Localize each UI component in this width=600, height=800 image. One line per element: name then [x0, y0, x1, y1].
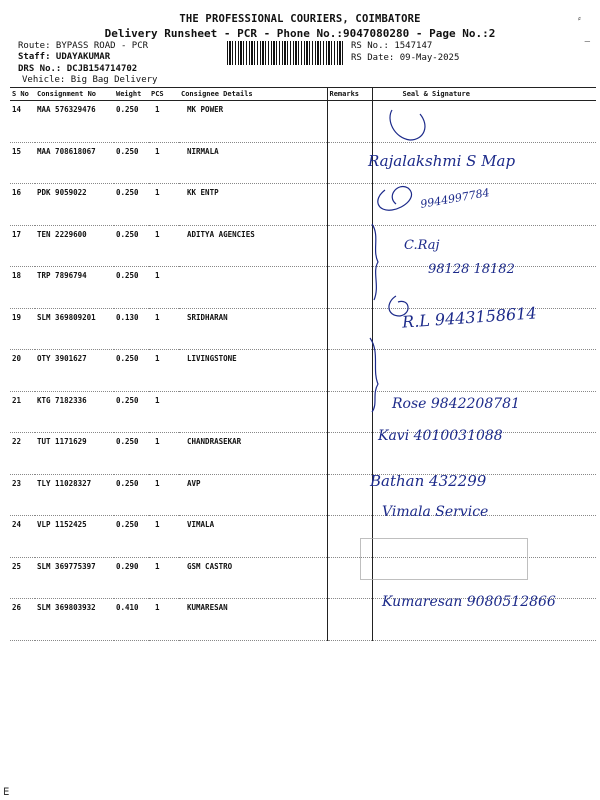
cell-consignment: OTY 3901627 — [35, 350, 114, 392]
cell-weight: 0.250 — [114, 184, 149, 226]
col-remarks: Remarks — [327, 88, 372, 101]
cell-weight: 0.410 — [114, 599, 149, 641]
cell-weight: 0.250 — [114, 516, 149, 558]
sig-kkentp-phone: 9944997784 — [419, 186, 491, 211]
barcode — [227, 41, 343, 65]
cell-pcs: 1 — [149, 184, 179, 226]
cell-consignee — [179, 391, 327, 433]
cell-consignment: TLY 11028327 — [35, 474, 114, 516]
cell-weight: 0.250 — [114, 391, 149, 433]
cell-weight: 0.130 — [114, 308, 149, 350]
sig-aditya-phone: 98128 18182 — [428, 262, 515, 277]
cell-consignee: KK ENTP — [179, 184, 327, 226]
cell-sno: 22 — [10, 433, 35, 475]
rs-date-text: RS Date: 09-May-2025 — [351, 53, 460, 63]
cell-remarks — [327, 267, 372, 309]
vehicle-text: Vehicle: Big Bag Delivery — [22, 75, 158, 85]
cell-remarks — [327, 184, 372, 226]
cell-sno: 25 — [10, 557, 35, 599]
table-row — [10, 433, 596, 475]
cell-pcs: 1 — [149, 433, 179, 475]
company-stamp — [360, 538, 528, 582]
cell-pcs: 1 — [149, 101, 179, 143]
col-consignee: Consignee Details — [179, 88, 327, 101]
cell-consignee: NIRMALA — [179, 142, 327, 184]
cell-consignee: AVP — [179, 474, 327, 516]
cell-weight: 0.250 — [114, 350, 149, 392]
cell-consignment: TRP 7896794 — [35, 267, 114, 309]
cell-pcs: 1 — [149, 557, 179, 599]
cell-remarks — [327, 474, 372, 516]
cell-remarks — [327, 391, 372, 433]
cell-weight: 0.250 — [114, 433, 149, 475]
cell-pcs: 1 — [149, 225, 179, 267]
cell-remarks — [327, 225, 372, 267]
cell-remarks — [327, 101, 372, 143]
cell-remarks — [327, 599, 372, 641]
cell-signature — [372, 267, 596, 309]
cell-consignee: KUMARESAN — [179, 599, 327, 641]
cell-signature — [372, 599, 596, 641]
cell-weight: 0.250 — [114, 267, 149, 309]
cell-sno: 14 — [10, 101, 35, 143]
cell-consignment: MAA 576329476 — [35, 101, 114, 143]
cell-signature — [372, 184, 596, 226]
corner-scribble-icon: ⸗ — [576, 14, 582, 24]
cell-consignee — [179, 267, 327, 309]
sig-chandrasekar: Kavi 4010031088 — [378, 428, 503, 444]
cell-sno: 26 — [10, 599, 35, 641]
sig-sridharan: R.L 9443158614 — [401, 303, 538, 332]
cell-remarks — [327, 433, 372, 475]
cell-consignment: KTG 7182336 — [35, 391, 114, 433]
company-title: THE PROFESSIONAL COURIERS, COIMBATORE — [179, 13, 421, 25]
cell-signature — [372, 101, 596, 143]
cell-remarks — [327, 142, 372, 184]
staff-text: Staff: UDAYAKUMAR — [18, 52, 111, 62]
cell-signature — [372, 350, 596, 392]
table-row — [10, 599, 596, 641]
table-row — [10, 267, 596, 309]
cell-consignee: MK POWER — [179, 101, 327, 143]
cell-consignment: MAA 708618067 — [35, 142, 114, 184]
cell-signature — [372, 433, 596, 475]
cell-consignee: VIMALA — [179, 516, 327, 558]
cell-sno: 15 — [10, 142, 35, 184]
cell-pcs: 1 — [149, 516, 179, 558]
cell-consignment: SLM 369803932 — [35, 599, 114, 641]
cell-consignment: TUT 1171629 — [35, 433, 114, 475]
table-row — [10, 474, 596, 516]
cell-weight: 0.250 — [114, 142, 149, 184]
cell-pcs: 1 — [149, 599, 179, 641]
cell-signature — [372, 474, 596, 516]
cell-sno: 17 — [10, 225, 35, 267]
table-row — [10, 350, 596, 392]
cell-sno: 20 — [10, 350, 35, 392]
cell-signature — [372, 142, 596, 184]
cell-pcs: 1 — [149, 391, 179, 433]
cell-weight: 0.250 — [114, 225, 149, 267]
cell-remarks — [327, 350, 372, 392]
corner-dash-icon: — — [584, 37, 590, 47]
cell-pcs: 1 — [149, 142, 179, 184]
sig-kumar-phone: Rose 9842208781 — [392, 396, 520, 412]
cell-sno: 16 — [10, 184, 35, 226]
bottom-corner-mark: ⴹ — [3, 787, 10, 798]
cell-sno: 18 — [10, 267, 35, 309]
col-consignment: Consignment No — [35, 88, 114, 101]
cell-consignment: SLM 369809201 — [35, 308, 114, 350]
sig-vimala: Vimala Service — [382, 504, 489, 520]
table-row — [10, 184, 596, 226]
cell-consignee: LIVINGSTONE — [179, 350, 327, 392]
cell-weight: 0.250 — [114, 474, 149, 516]
cell-consignment: PDK 9059022 — [35, 184, 114, 226]
runsheet-subtitle: Delivery Runsheet - PCR - Phone No.:9047080280 - Page No.:2 — [104, 27, 496, 40]
cell-sno: 19 — [10, 308, 35, 350]
sig-avp: Bathan 432299 — [370, 472, 487, 490]
col-weight: Weight — [114, 88, 149, 101]
cell-consignment: SLM 369775397 — [35, 557, 114, 599]
table-row — [10, 225, 596, 267]
cell-consignee: CHANDRASEKAR — [179, 433, 327, 475]
table-row — [10, 101, 596, 143]
route-text: Route: BYPASS ROAD - PCR — [18, 41, 149, 51]
table-row — [10, 142, 596, 184]
sig-nirmala: Rajalakshmi S Map — [368, 152, 516, 170]
cell-sno: 24 — [10, 516, 35, 558]
rs-no-text: RS No.: 1547147 — [351, 41, 433, 51]
cell-pcs: 1 — [149, 474, 179, 516]
cell-sno: 21 — [10, 391, 35, 433]
cell-pcs: 1 — [149, 267, 179, 309]
table-row — [10, 308, 596, 350]
table-header-row — [10, 88, 596, 101]
cell-remarks — [327, 308, 372, 350]
col-pcs: PCS — [149, 88, 179, 101]
cell-consignee: ADITYA AGENCIES — [179, 225, 327, 267]
col-signature: Seal & Signature — [372, 88, 596, 101]
cell-weight: 0.250 — [114, 101, 149, 143]
col-sno: S No — [10, 88, 35, 101]
cell-consignment: TEN 2229600 — [35, 225, 114, 267]
cell-signature — [372, 391, 596, 433]
cell-consignment: VLP 1152425 — [35, 516, 114, 558]
cell-signature — [372, 308, 596, 350]
drs-text: DRS No.: DCJB154714702 — [18, 64, 138, 74]
cell-signature — [372, 225, 596, 267]
cell-consignee: GSM CASTRO — [179, 557, 327, 599]
sig-aditya: C.Raj — [404, 238, 440, 253]
cell-pcs: 1 — [149, 308, 179, 350]
cell-pcs: 1 — [149, 350, 179, 392]
table-row — [10, 391, 596, 433]
sig-kumaresan: Kumaresan 9080512866 — [382, 594, 556, 610]
cell-sno: 23 — [10, 474, 35, 516]
cell-weight: 0.290 — [114, 557, 149, 599]
cell-consignee: SRIDHARAN — [179, 308, 327, 350]
